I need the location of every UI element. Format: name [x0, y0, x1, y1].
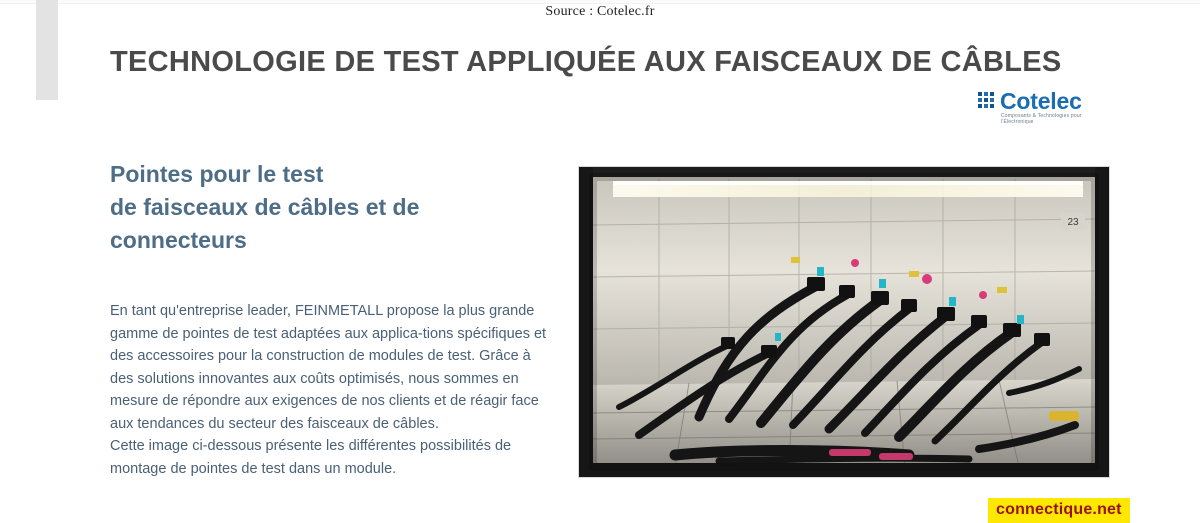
svg-text:23: 23 — [1067, 217, 1079, 228]
body-copy — [110, 300, 555, 480]
section-heading-line-2: de faisceaux de câbles et de — [110, 194, 420, 220]
product-photo — [578, 166, 1110, 478]
paragraph-2: Cette image ci-dessous présente les différentes possibilités de montage de pointes de test dans un module. — [110, 438, 512, 477]
logo-grid-icon — [978, 92, 995, 109]
source-caption: Source : Cotelec.fr — [545, 4, 655, 19]
section-heading-line-1: Pointes pour le test — [110, 161, 324, 187]
page-title: TECHNOLOGIE DE TEST APPLIQUÉE AUX FAISCEAUX DE CÂBLES — [110, 46, 1062, 78]
logo-brand-text: Cotelec — [1000, 88, 1082, 114]
section-heading-line-3: connecteurs — [110, 227, 247, 253]
section-heading — [110, 158, 540, 257]
paragraph-1: En tant qu'entreprise leader, FEINMETALL propose la plus grande gamme de pointes de test adaptées aux applica-tions spécifiques et des accessoires pour la construction de modules de test. Grâce à des solutions innovantes aux coûts optimisés, nous sommes en mesure de répondre aux exigences de nos clients et de réagir face aux tendances du secteur des faisceaux de câbles. — [110, 303, 547, 432]
logo-tagline: Composants & Technologies pour l'Électronique — [1001, 113, 1082, 125]
cotelec-logo — [978, 88, 1114, 128]
watermark-badge: connectique.net — [988, 498, 1130, 523]
